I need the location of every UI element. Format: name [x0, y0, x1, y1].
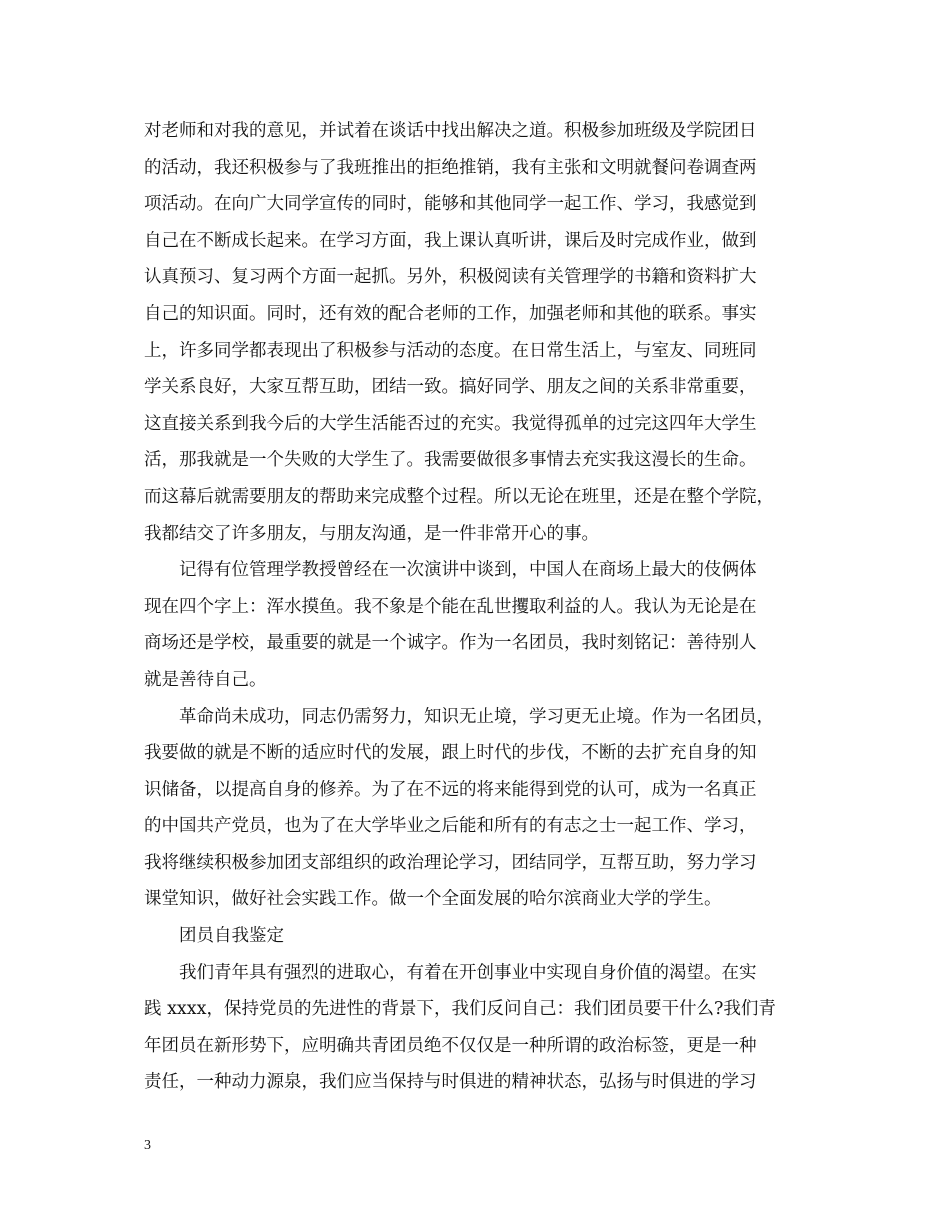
text-line-22: 课堂知识，做好社会实践工作。做一个全面发展的哈尔滨商业大学的学生。 [144, 889, 722, 910]
text-line-26: 年团员在新形势下，应明确共青团员绝不仅仅是一种所谓的政治标签，更是一种 [144, 1035, 757, 1056]
text-line-8: 学关系良好，大家互帮互助，团结一致。搞好同学、朋友之间的关系非常重要， [144, 377, 757, 398]
text-line-9: 这直接关系到我今后的大学生活能否过的充实。我觉得孤单的过完这四年大学生 [144, 413, 757, 434]
text-line-14: 现在四个字上：浑水摸鱼。我不象是个能在乱世攫取利益的人。我认为无论是在 [144, 596, 757, 617]
text-line-15: 商场还是学校，最重要的就是一个诚字。作为一名团员，我时刻铭记：善待别人 [144, 633, 757, 654]
text-line-21: 我将继续积极参加团支部组织的政治理论学习，团结同学，互帮互助，努力学习 [144, 852, 757, 873]
text-line-17: 革命尚未成功，同志仍需努力，知识无止境，学习更无止境。作为一名团员， [179, 706, 774, 727]
text-line-25: 践 xxxx，保持党员的先进性的背景下，我们反问自己：我们团员要干什么?我们青 [144, 999, 776, 1020]
text-line-24: 我们青年具有强烈的进取心，有着在开创事业中实现自身价值的渴望。在实 [179, 962, 757, 983]
document-body [144, 113, 824, 1101]
text-line-27: 责任，一种动力源泉，我们应当保持与时俱进的精神状态，弘扬与时俱进的学习 [144, 1072, 757, 1093]
text-line-5: 认真预习、复习两个方面一起抓。另外，积极阅读有关管理学的书籍和资料扩大 [144, 267, 757, 288]
text-line-2: 的活动，我还积极参与了我班推出的拒绝推销，我有主张和文明就餐问卷调查两 [144, 157, 757, 178]
text-line-1: 对老师和对我的意见，并试着在谈话中找出解决之道。积极参加班级及学院团日 [144, 121, 757, 141]
text-line-12: 我都结交了许多朋友，与朋友沟通，是一件非常开心的事。 [144, 523, 599, 544]
text-line-19: 识储备，以提高自身的修养。为了在不远的将来能得到党的认可，成为一名真正 [144, 779, 757, 800]
text-line-6: 自己的知识面。同时，还有效的配合老师的工作，加强老师和其他的联系。事实 [144, 303, 757, 324]
text-line-3: 项活动。在向广大同学宣传的同时，能够和其他同学一起工作、学习，我感觉到 [144, 194, 757, 215]
text-line-7: 上，许多同学都表现出了积极参与活动的态度。在日常生活上，与室友、同班同 [144, 340, 757, 361]
page-number: 3 [144, 1138, 151, 1153]
text-line-18: 我要做的就是不断的适应时代的发展，跟上时代的步伐，不断的去扩充自身的知 [144, 743, 757, 764]
text-line-20: 的中国共产党员，也为了在大学毕业之后能和所有的有志之士一起工作、学习， [144, 816, 757, 837]
text-line-10: 活，那我就是一个失败的大学生了。我需要做很多事情去充实我这漫长的生命。 [144, 450, 757, 471]
section-heading: 团员自我鉴定 [179, 926, 284, 947]
text-line-11: 而这幕后就需要朋友的帮助来完成整个过程。所以无论在班里，还是在整个学院， [144, 486, 774, 507]
text-line-4: 自己在不断成长起来。在学习方面，我上课认真听讲，课后及时完成作业，做到 [144, 230, 757, 251]
text-line-13: 记得有位管理学教授曾经在一次演讲中谈到，中国人在商场上最大的伎俩体 [179, 560, 757, 581]
text-line-16: 就是善待自己。 [144, 669, 267, 690]
